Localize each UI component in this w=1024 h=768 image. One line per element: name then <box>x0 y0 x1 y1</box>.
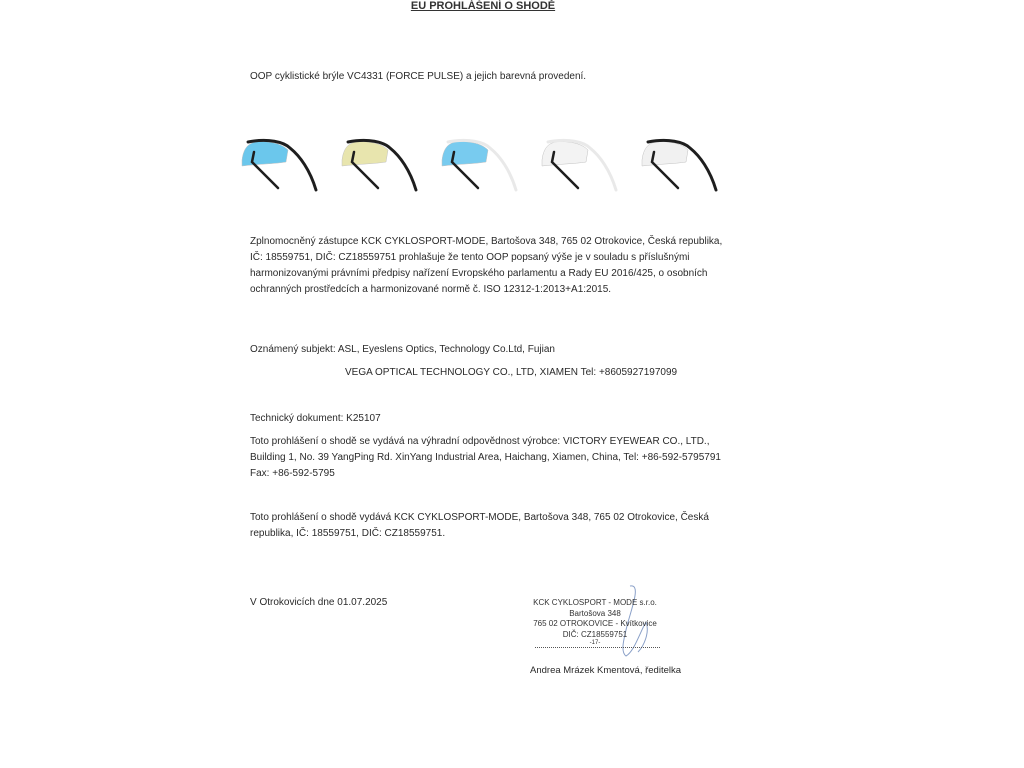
manufacturer-paragraph: Toto prohlášení o shodě se vydává na výhradní odpovědnost výrobce: VICTORY EYEWEAR CO., LTD., Building 1, No. 39 YangPing Rd. XinYang Industrial Area, Haichang, Xiamen, China, Tel: +86-592-5795791 Fax: +86-592-5795 <box>250 436 721 479</box>
glasses-image <box>238 130 318 198</box>
lens <box>542 142 588 166</box>
stamp-line: KCK CYKLOSPORT - MODE s.r.o. <box>533 598 657 607</box>
signatory: Andrea Mrázek Kmentová, ředitelka <box>530 665 682 676</box>
lens <box>642 142 688 166</box>
lens <box>242 142 288 166</box>
glasses-image <box>538 130 618 198</box>
glasses-image <box>438 130 518 198</box>
technical-document: Technický dokument: K25107 <box>250 413 381 424</box>
declaration-paragraph: Zplnomocněný zástupce KCK CYKLOSPORT-MODE, Bartošova 348, 765 02 Otrokovice, Česká republika, IČ: 18559751, DIČ: CZ18559751 prohlašuje že tento OOP popsaný výše je v souladu s příslušnými harmonizovanými právními předpisy nařízení Evropského parlamentu a Rady EU 2016/425, o osobních ochranných prostředcích a harmonizované normě č. ISO 12312-1:2013+A1:2015. <box>250 236 723 295</box>
product-line: OOP cyklistické brýle VC4331 (FORCE PULSE) a jejich barevná provedení. <box>250 71 587 82</box>
notified-body: Oznámený subjekt: ASL, Eyeslens Optics, Technology Co.Ltd, Fujian <box>250 344 555 355</box>
glasses-variants <box>238 130 718 198</box>
lens <box>342 142 388 166</box>
company-stamp <box>520 598 670 648</box>
signature-line <box>535 647 660 648</box>
document-title: EU PROHLÁŠENÍ O SHODĚ <box>410 0 556 12</box>
place-date: V Otrokovicích dne 01.07.2025 <box>250 597 388 608</box>
stamp-line: Bartošova 348 <box>569 608 621 618</box>
issuer-paragraph: Toto prohlášení o shodě vydává KCK CYKLOSPORT-MODE, Bartošova 348, 765 02 Otrokovice, Česká republika, IČ: 18559751, DIČ: CZ18559751. <box>250 512 709 539</box>
stamp-line: 765 02 OTROKOVICE - Kvítkovice <box>533 619 657 628</box>
notified-body-line2: VEGA OPTICAL TECHNOLOGY CO., LTD, XIAMEN Tel: +8605927197099 <box>345 367 678 378</box>
glasses-image <box>338 130 418 198</box>
glasses-image <box>638 130 718 198</box>
stamp-line: -17- <box>589 640 601 646</box>
lens <box>442 142 488 166</box>
stamp-line: DIČ: CZ18559751 <box>562 629 628 639</box>
